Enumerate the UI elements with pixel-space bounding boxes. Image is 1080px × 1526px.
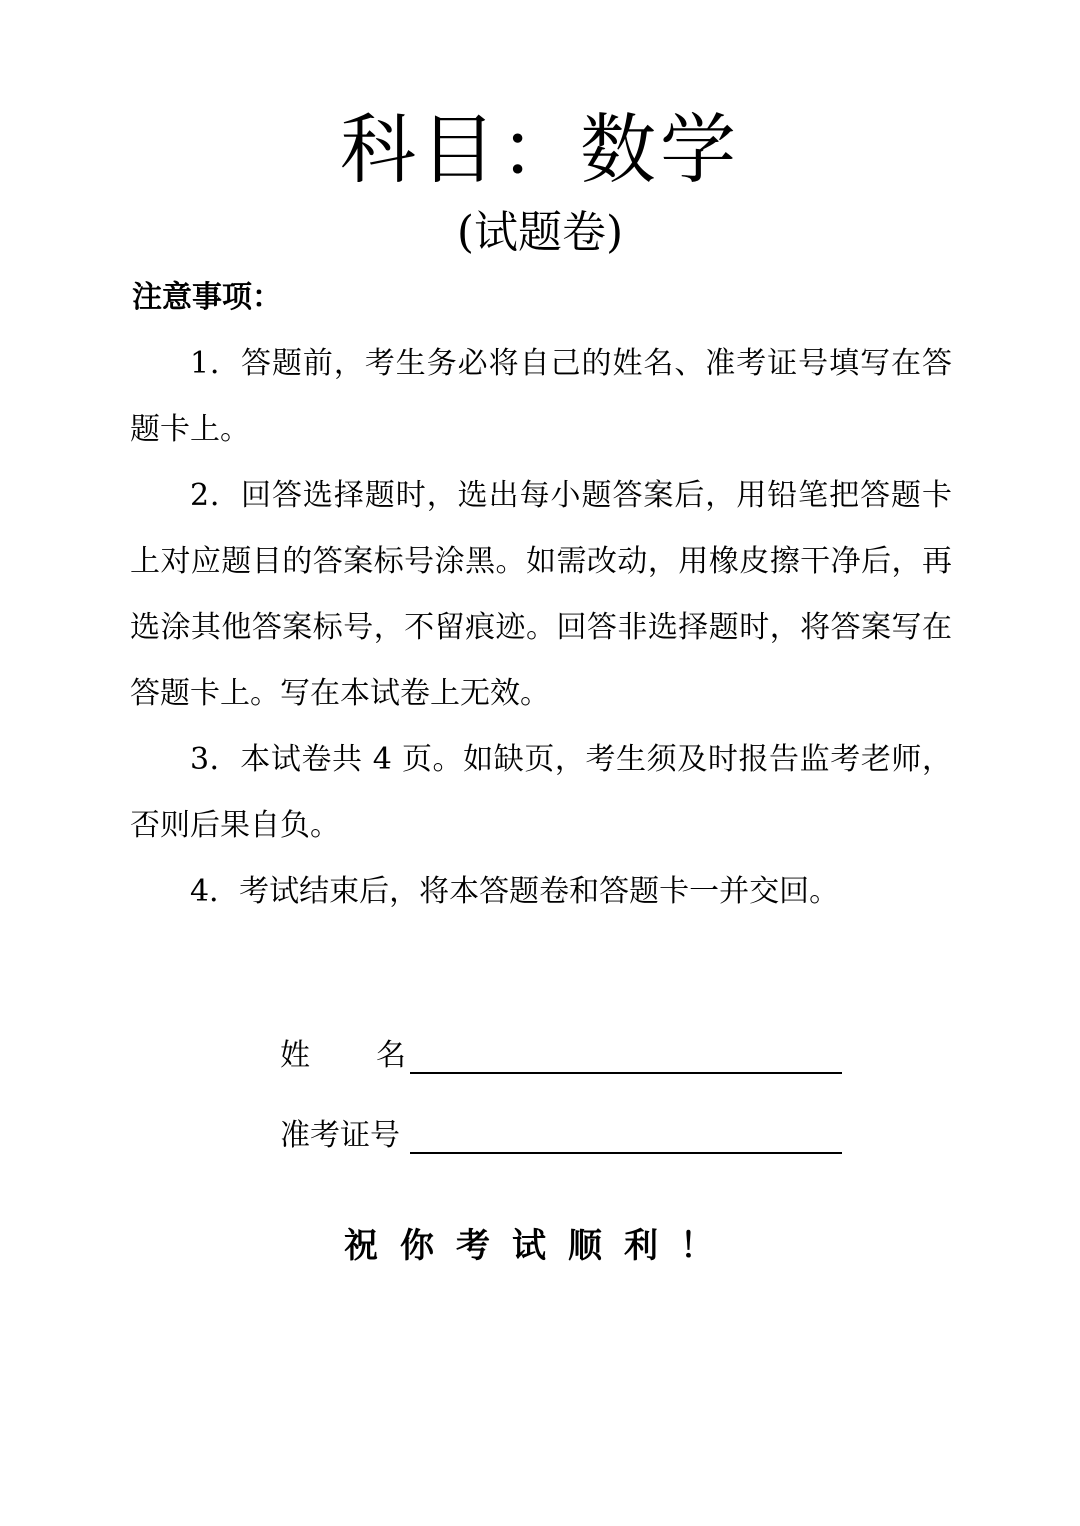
- exam-number-field-row: [280, 1094, 842, 1154]
- exam-subtitle: (试题卷): [456, 207, 624, 258]
- notice-heading: 注意事项：: [132, 280, 282, 315]
- notice-item-1: 1．答题前，考生务必将自己的姓名、准考证号填写在答题卡上。: [130, 346, 952, 447]
- notice-item-4: 4．考试结束后，将本答题卷和答题卡一并交回。: [190, 874, 840, 909]
- exam-number-blank-line[interactable]: [410, 1116, 842, 1154]
- name-field-row: [280, 1014, 842, 1074]
- student-info-fields: [280, 1014, 842, 1174]
- name-label: [280, 1030, 410, 1074]
- notice-item-3: 3．本试卷共 4 页。如缺页，考生须及时报告监考老师，否则后果自负。: [130, 742, 952, 843]
- exam-number-label: 准考证号: [280, 1118, 400, 1153]
- name-label-char-1: 姓: [280, 1038, 310, 1073]
- closing-message: 祝你考试顺利！: [344, 1226, 736, 1266]
- notice-list: [130, 331, 952, 925]
- name-label-char-2: 名: [376, 1038, 406, 1073]
- name-blank-line[interactable]: [410, 1036, 842, 1074]
- notice-item-2: 2．回答选择题时，选出每小题答案后，用铅笔把答题卡上对应题目的答案标号涂黑。如需改动，用橡皮擦干净后，再选涂其他答案标号，不留痕迹。回答非选择题时，将答案写在答题卡上。写在本试卷上无效。: [130, 478, 952, 711]
- exam-title: 科目：数学: [340, 105, 740, 194]
